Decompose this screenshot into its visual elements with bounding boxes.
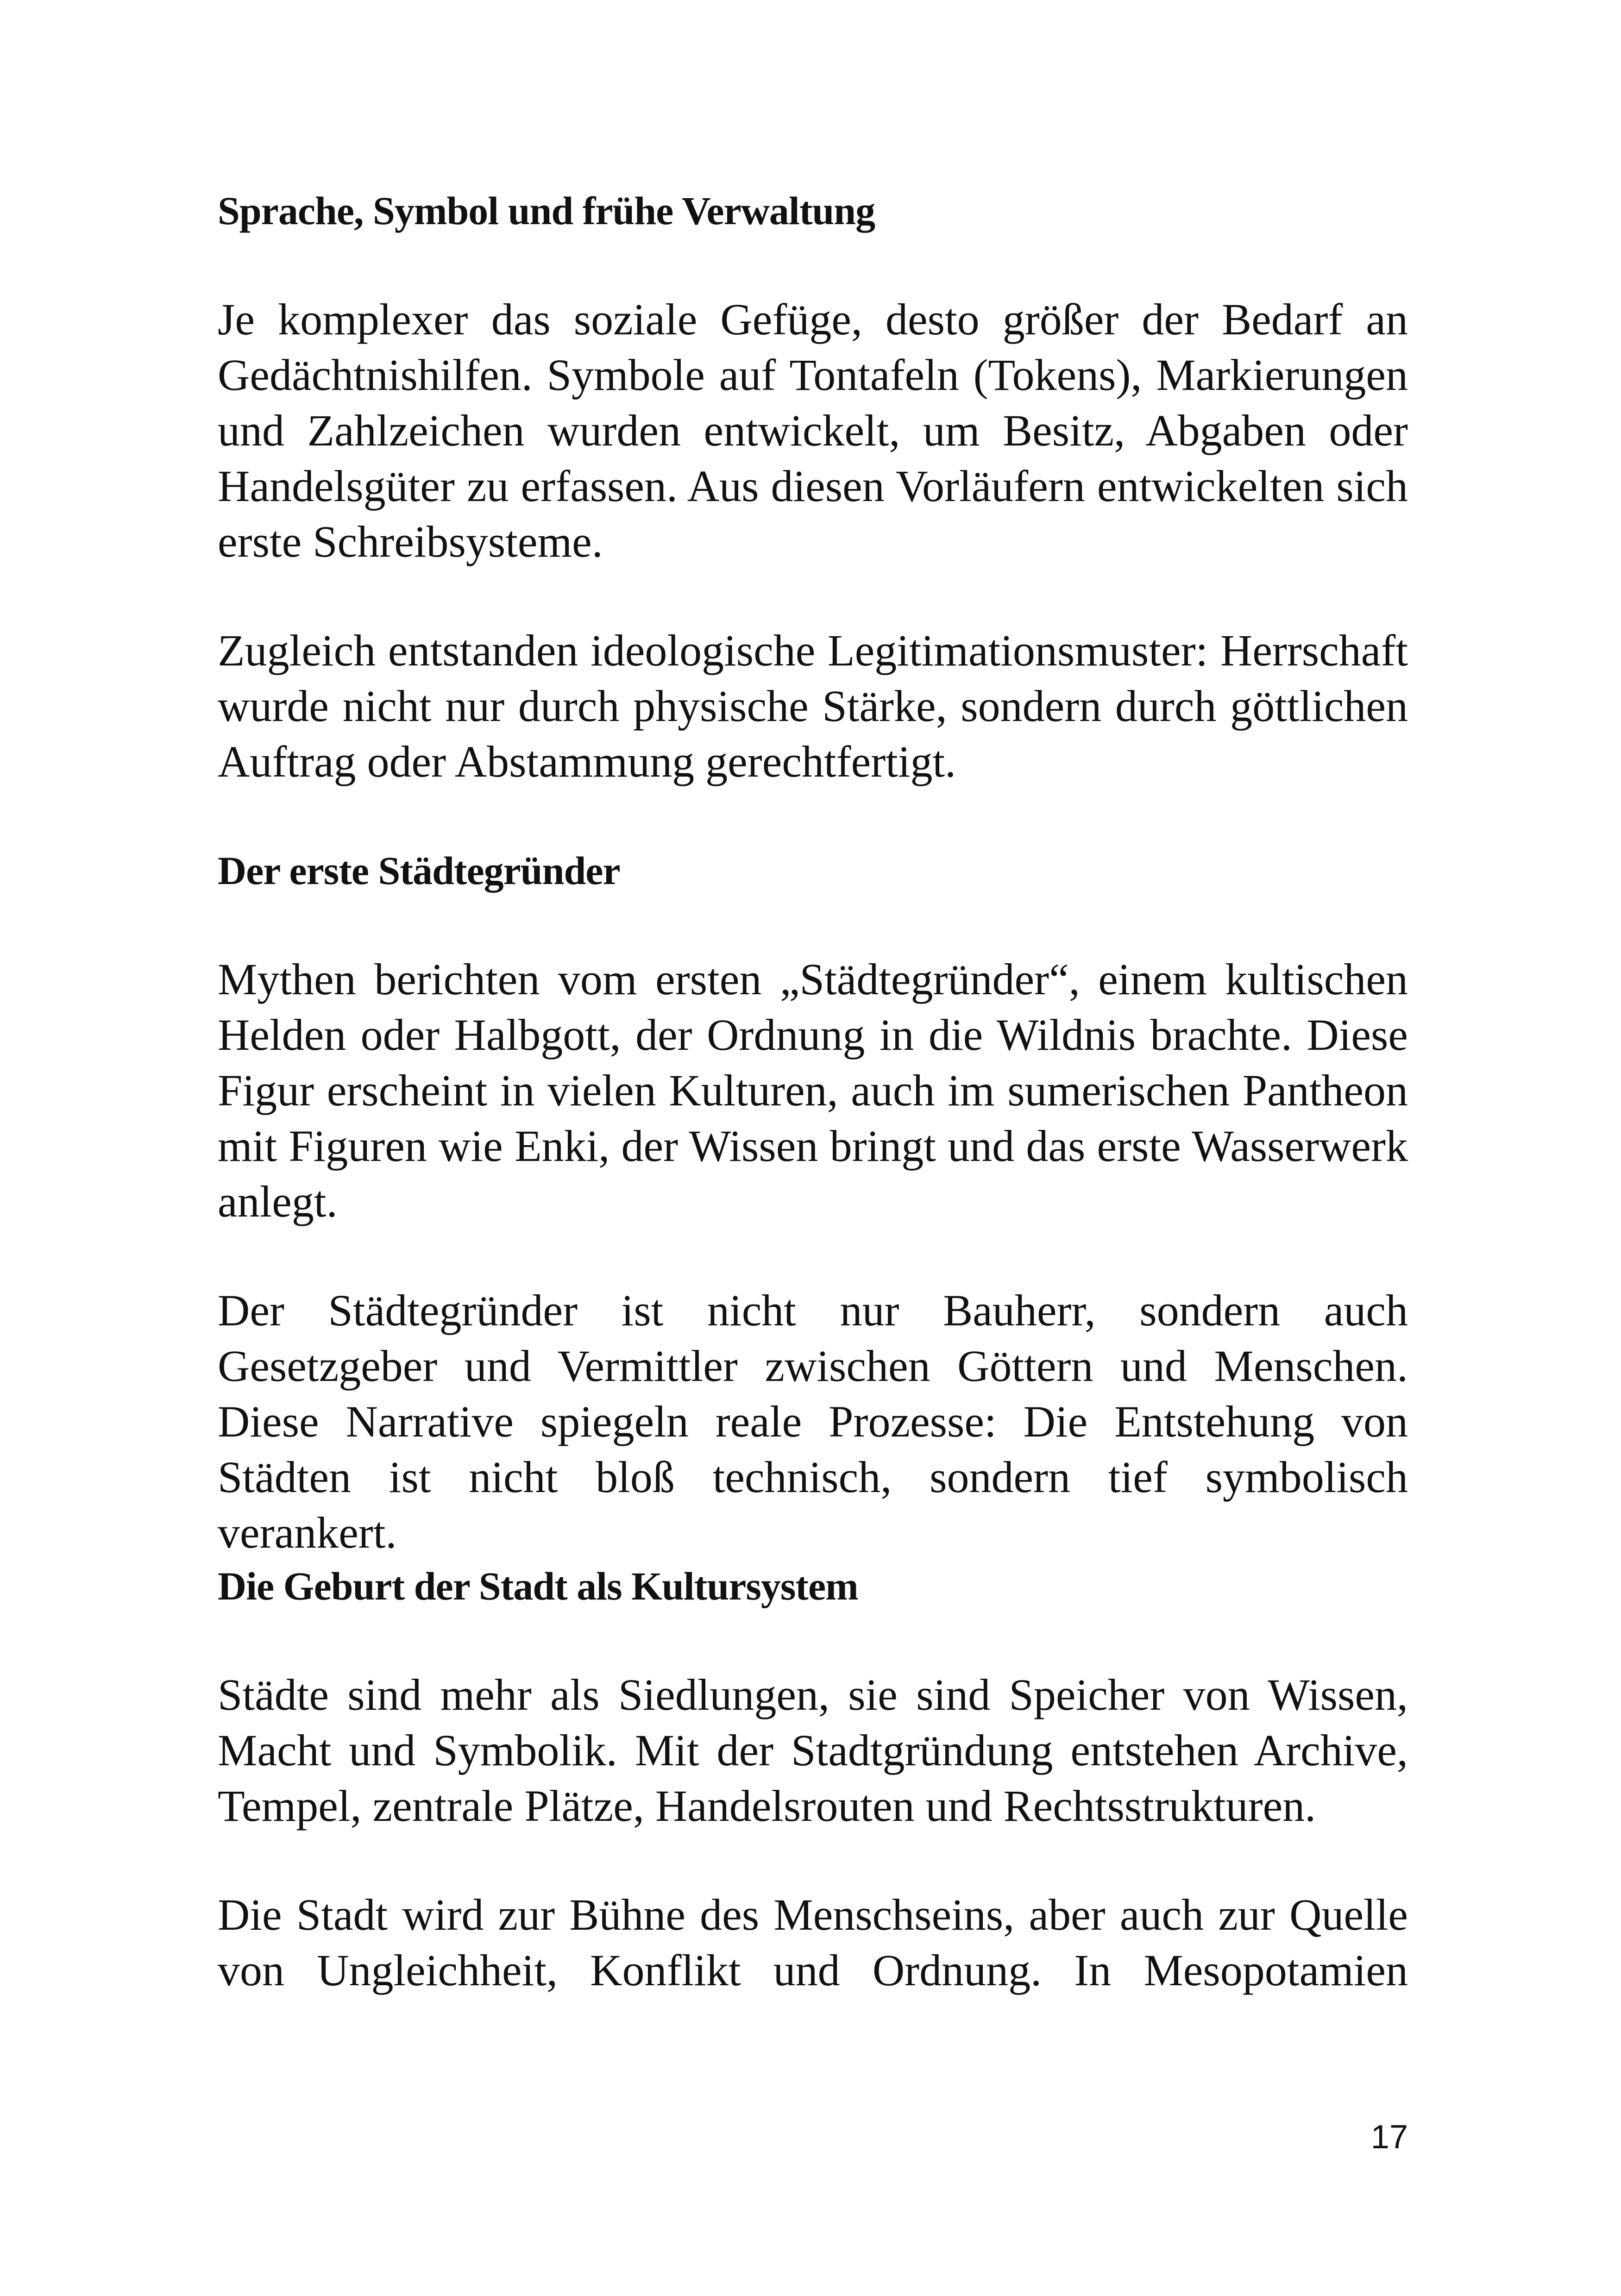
section-heading-kultursystem: Die Geburt der Stadt als Kultursystem xyxy=(218,1564,858,1608)
paragraph-mythen: Mythen berichten vom ersten „Städtegründer“, einem kultischen Helden oder Halbgott, der Ordnung in die Wildnis brachte. Diese Figur erscheint in vielen Kulturen, auch im sumerischen Pantheon mit Figuren wie Enki, der Wissen bringt und das erste Wasserwerk anlegt. xyxy=(218,954,1408,1226)
paragraph-gedaechtnishilfen: Je komplexer das soziale Gefüge, desto größer der Bedarf an Gedächtnishilfen. Symbole auf Tontafeln (Tokens), Markierungen und Zahlzeichen wurden entwickelt, um Besitz, Abgaben oder Handelsgüter zu erfassen. Aus diesen Vorläufern entwickelten sich erste Schreibsysteme. xyxy=(218,295,1408,566)
paragraph-buehne-des-menschseins: Die Stadt wird zur Bühne des Menschseins, aber auch zur Quelle von Ungleichheit, Konflikt und Ordnung. In Mesopotamien xyxy=(218,1890,1408,1995)
section-heading-staedtegruender: Der erste Städtegründer xyxy=(218,848,620,893)
section-heading-sprache-symbol: Sprache, Symbol und frühe Verwaltung xyxy=(218,188,875,233)
paragraph-legitimationsmuster: Zugleich entstanden ideologische Legitimationsmuster: Herrschaft wurde nicht nur durch physische Stärke, sondern durch göttlichen Auftrag oder Abstammung gerechtfertigt. xyxy=(218,626,1408,786)
paragraph-speicher-von-wissen: Städte sind mehr als Siedlungen, sie sind Speicher von Wissen, Macht und Symbolik. Mit der Stadtgründung entstehen Archive, Tempel, zentrale Plätze, Handelsrouten und Rechtsstrukturen. xyxy=(218,1670,1408,1831)
page-number: 17 xyxy=(1370,2119,1408,2156)
paragraph-bauherr-gesetzgeber: Der Städtegründer ist nicht nur Bauherr, sondern auch Gesetzgeber und Vermittler zwischen Göttern und Menschen. Diese Narrative spiegeln reale Prozesse: Die Entstehung von Städten ist nicht bloß technisch, sondern tief symbolisch verankert. xyxy=(218,1286,1408,1557)
